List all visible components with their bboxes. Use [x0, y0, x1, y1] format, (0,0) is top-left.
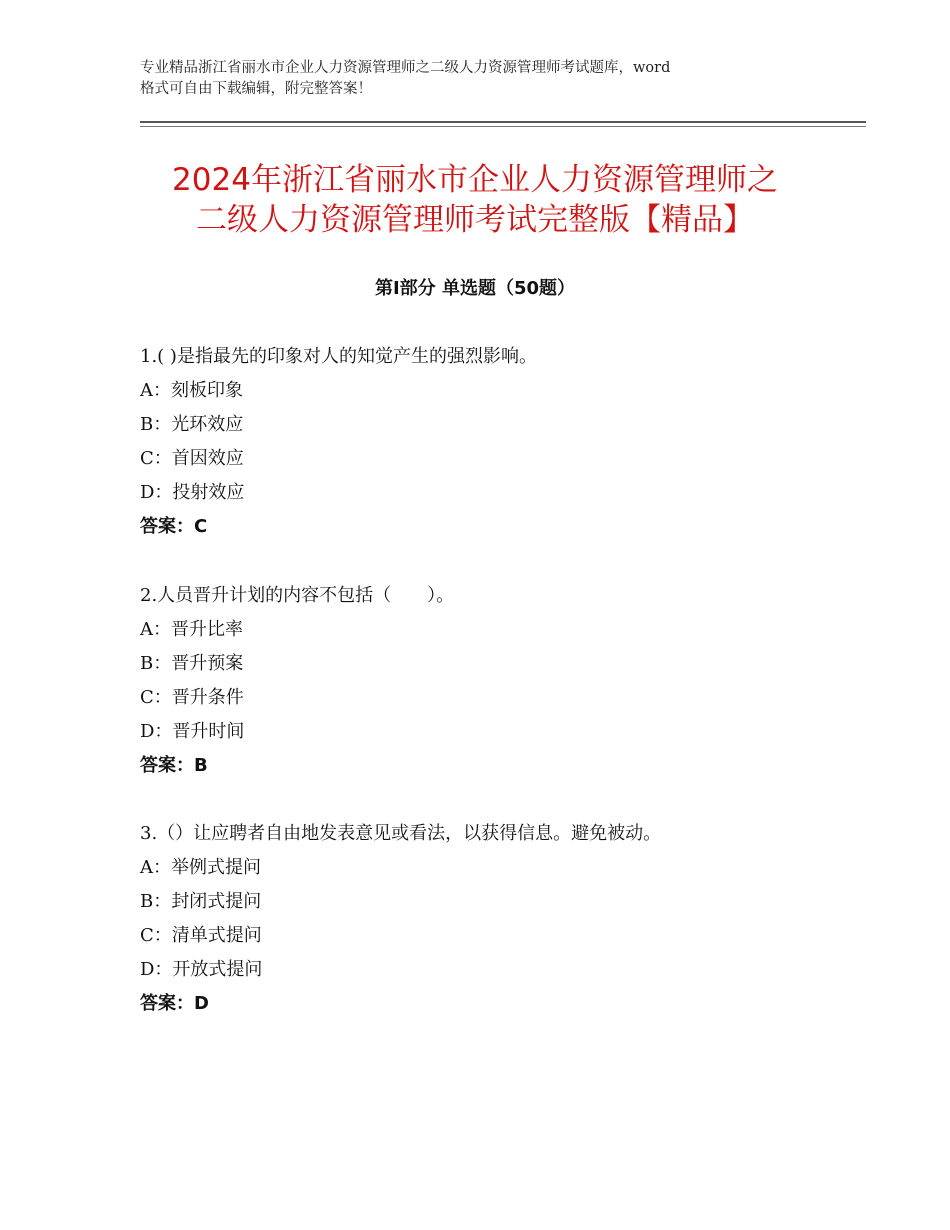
- option-b: B：光环效应: [140, 414, 244, 435]
- question-stem: 2.人员晋升计划的内容不包括（ ）。: [140, 585, 455, 606]
- document-title-line-2: 二级人力资源管理师考试完整版【精品】: [196, 202, 754, 238]
- option-d: D：开放式提问: [140, 959, 263, 980]
- option-d: D：投射效应: [140, 482, 245, 503]
- question-stem: 3.（）让应聘者自由地发表意见或看法，以获得信息。避免被动。: [140, 823, 662, 844]
- header-divider-thick: [140, 121, 866, 123]
- option-a: A：举例式提问: [140, 857, 261, 878]
- document-title: [100, 160, 850, 240]
- question-item: [140, 579, 840, 783]
- answer-label: 答案：C: [140, 516, 208, 537]
- section-title: 第Ⅰ部分 单选题（50题）: [374, 278, 575, 299]
- option-a: A：晋升比率: [140, 619, 243, 640]
- option-c: C：首因效应: [140, 448, 244, 469]
- option-b: B：封闭式提问: [140, 891, 262, 912]
- question-stem: 1.( )是指最先的印象对人的知觉产生的强烈影响。: [140, 346, 537, 367]
- option-b: B：晋升预案: [140, 653, 244, 674]
- answer-label: 答案：D: [140, 993, 209, 1014]
- header-divider-thin: [140, 126, 866, 127]
- option-c: C：晋升条件: [140, 687, 244, 708]
- answer-label: 答案：B: [140, 755, 208, 776]
- option-d: D：晋升时间: [140, 721, 245, 742]
- document-title-line-1: 2024年浙江省丽水市企业人力资源管理师之: [172, 162, 778, 198]
- option-a: A：刻板印象: [140, 380, 243, 401]
- header-note-line-1: 专业精品浙江省丽水市企业人力资源管理师之二级人力资源管理师考试题库，word: [140, 60, 671, 76]
- question-item: [140, 340, 840, 544]
- header-note: [140, 58, 820, 100]
- option-c: C：清单式提问: [140, 925, 262, 946]
- question-item: [140, 817, 840, 1021]
- header-note-line-2: 格式可自由下载编辑，附完整答案！: [140, 81, 372, 97]
